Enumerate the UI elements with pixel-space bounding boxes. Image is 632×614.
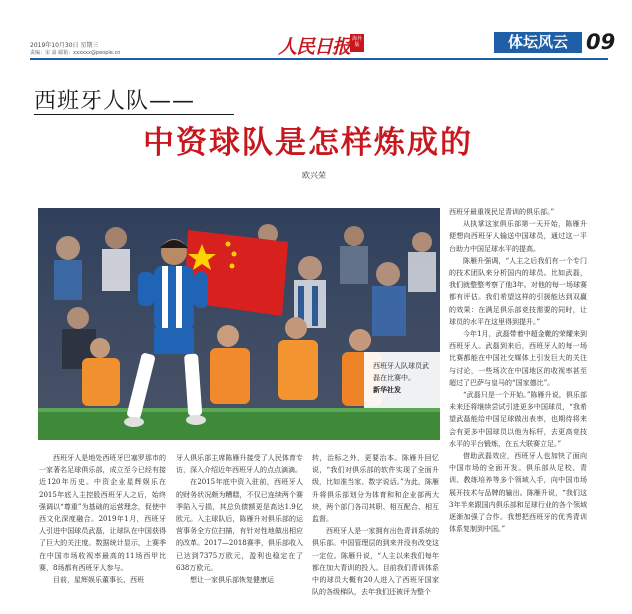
article-kicker: 西班牙人队—— (34, 89, 196, 114)
football-match-illustration (38, 208, 440, 440)
paragraph: 从执掌这家俱乐部第一天开始，陈雁升便想向西班牙人输送中国球员，通过这一平台助力中国足球水平的提高。 (449, 220, 587, 253)
edition-seal: 海外版 (350, 34, 364, 52)
article-photo (38, 208, 440, 440)
photo-credit: 新华社发 (373, 385, 401, 394)
paragraph: “武磊只是一个开始。”陈雁升说，俱乐部未来还将继续尝试引进更多中国球员，“我希望武磊能给中国足球做出表率，也期待将来会有更多中国球员以他为标杆，去更高竞技水平的平台锻炼，在五大联赛立足。” (449, 391, 587, 448)
photo-caption-text: 西班牙人队球员武磊在比赛中。 (373, 362, 429, 382)
photo-caption (373, 360, 435, 396)
paragraph: 在2015年底中资入驻前，西班牙人的财务状况颇为糟糕，不仅已连续两个赛季陷入亏损，其总负债额更是高达1.9亿欧元。入主球队后，陈雁升对俱乐部的运营事务全方位扫描，有针对性地做出相应的改革。2017—2018赛季，俱乐部收入已达到7375万欧元，盈利也稳定在了638万欧元。 (176, 478, 303, 572)
page-number: 09 (586, 30, 616, 54)
paragraph: 西班牙人是地处西班牙巴塞罗那市的一家著名足球俱乐部，成立至今已经有接近120年历史。中资企业星辉娱乐在2015年底入主控股西班牙人之后，始终强调以“尊重”为基础的运营理念，促使中西文化深度融合。2019年1月，西班牙人引进中国球员武磊，让球队在中国获得了巨大的关注度。数据统计显示，上赛季在中国市场收视率最高的11场西甲比赛，8场都有西班牙人参与。 (39, 454, 166, 572)
issue-date: 2019年10月30日 星期三 (30, 42, 99, 49)
section-badge: 体坛风云 (494, 32, 582, 53)
paragraph: 陈雁升强调，“人主之后我们有一个专门的技术团队来分析国内的球员。比如武磊，我们就整整考察了他3年。对他的每一场球赛都有评估。我们希望这样的引援能达到双赢的效果：在满足俱乐部竞技需要的同时，让球员的水平在这里得到提升。” (449, 256, 587, 326)
article-column-2 (176, 452, 303, 608)
paragraph: 今年1月，武磊带着中超金靴的荣耀来到西班牙人。武磊到来后，西班牙人的每一场比赛都能在中国社交媒体上引发巨大的关注与讨论，一些场次在中国地区的收视率甚至超过了巴萨与皇马的“国家德比”。 (449, 330, 587, 387)
article-column-1 (39, 452, 166, 608)
article-byline: 欧兴荣 (302, 171, 326, 180)
paragraph: 目前，星辉娱乐董事长、西班 (53, 576, 144, 585)
masthead-rule (30, 58, 608, 60)
paragraph: 西班牙人是一家拥有出色青训系统的俱乐部。中国管理层的到来并没有改变这一定位。陈雁升说，“人主以来我们每年都在加大青训的投入。目前我们青训体系中的球员大概有20人进入了西班牙国家队的各级梯队，去年我们还被评为整个 (312, 527, 439, 597)
paragraph: 转，治标之外，更要治本。陈雁升回忆说，“我们对俱乐部的软件实现了全面升级，比如准当家、数字说话。”为此，陈雁升将俱乐部划分为体育和和企业部两大块，两个部门各司其职、相互配合、相互监督。 (312, 454, 439, 524)
article-headline: 中资球队是怎样炼成的 (143, 125, 473, 161)
kicker-underline (34, 114, 234, 115)
paragraph: 想让一家俱乐部恢复健康运 (190, 576, 274, 585)
article-column-4 (449, 206, 587, 608)
paragraph: 西班牙最重视民足青训的俱乐部。” (449, 208, 555, 216)
article-column-3 (312, 452, 439, 608)
paragraph: 牙人俱乐部主席陈雁升接受了人民体育专访，深入介绍近年西班牙人的点点滴滴。 (176, 454, 303, 475)
paragraph: 借助武磊效应，西班牙人也加快了面向中国市场的全面开发。俱乐部从足校、青训、教练培养等多个领域入手，向中国市场展开技术与品牌的输出。陈雁升说，“我们这3年半来跟国内俱乐部和足球行业的各个领域逐渐加强了合作。我想把西班牙的优秀青训体系复制到中国。” (449, 452, 587, 534)
editor-line: 责编：宋 嵩 邮箱：xxxxxx@people.cn (30, 50, 121, 56)
masthead (0, 0, 632, 60)
newspaper-logo: 人民日报 (278, 36, 351, 58)
